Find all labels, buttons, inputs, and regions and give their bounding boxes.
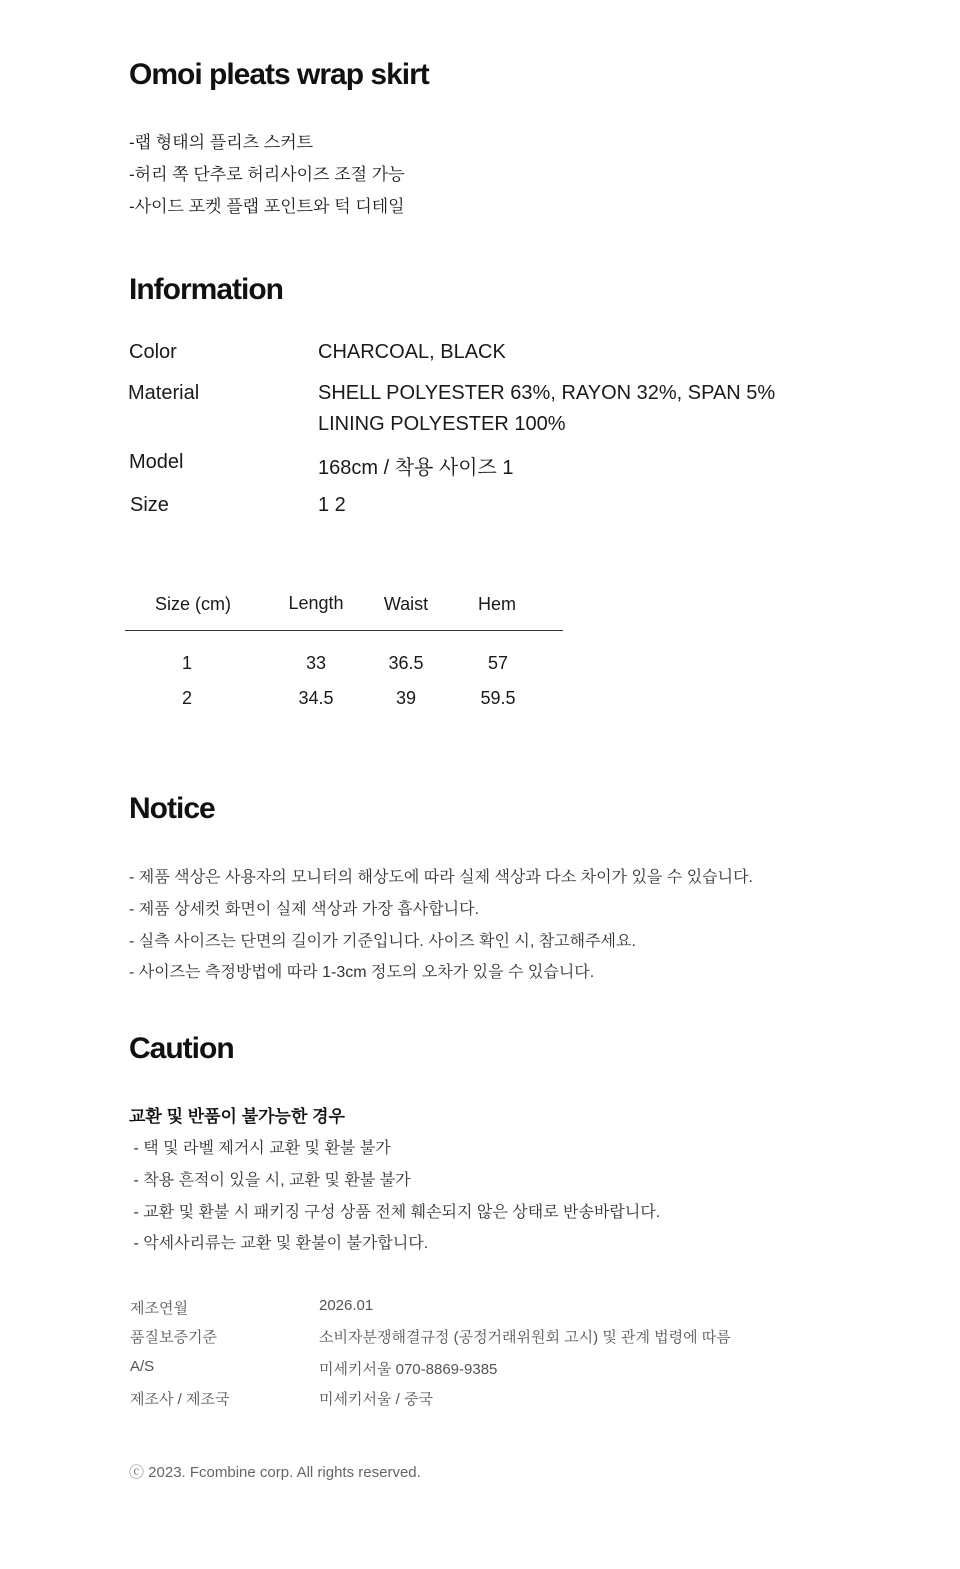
info-label-model: Model [129, 451, 184, 473]
table-cell: 34.5 [298, 688, 334, 708]
description-line: -사이드 포켓 플랩 포인트와 턱 디테일 [129, 197, 405, 216]
copyright-text: ⓒ 2023. Fcombine corp. All rights reserved. [129, 1464, 421, 1481]
meta-label-as: A/S [130, 1358, 155, 1375]
notice-heading: Notice [129, 792, 215, 825]
table-cell: 39 [395, 688, 417, 708]
size-table-header-waist: Waist [383, 594, 429, 614]
table-cell: 33 [305, 653, 327, 673]
size-table-header-size: Size (cm) [155, 594, 231, 614]
meta-value-quality-standard: 소비자분쟁해결규정 (공정거래위원회 고시) 및 관계 법령에 따름 [319, 1329, 731, 1346]
notice-item: - 제품 상세컷 화면이 실제 색상과 가장 흡사합니다. [129, 901, 480, 918]
info-value-size: 1 2 [318, 494, 346, 516]
meta-value-manufacturer: 미세키서울 / 중국 [319, 1391, 433, 1408]
table-cell: 1 [181, 653, 192, 673]
meta-label-quality-standard: 품질보증기준 [130, 1329, 217, 1346]
size-table-header-hem: Hem [477, 594, 516, 614]
description-line: -랩 형태의 플리츠 스커트 [129, 133, 314, 152]
caution-item: - 착용 흔적이 있을 시, 교환 및 환불 불가 [129, 1172, 411, 1189]
caution-subtitle: 교환 및 반품이 불가능한 경우 [129, 1107, 345, 1126]
meta-label-manufacturer: 제조사 / 제조국 [130, 1391, 230, 1408]
meta-value-as: 미세키서울 070-8869-9385 [319, 1361, 498, 1378]
description-line: -허리 쪽 단추로 허리사이즈 조절 가능 [129, 165, 405, 184]
meta-label-manufacture-date: 제조연월 [130, 1300, 188, 1317]
info-label-material: Material [128, 382, 200, 404]
information-heading: Information [129, 273, 283, 306]
info-value-model: 168cm / 착용 사이즈 1 [318, 457, 514, 479]
caution-item: - 택 및 라벨 제거시 교환 및 환불 불가 [129, 1140, 391, 1157]
product-title: Omoi pleats wrap skirt [129, 58, 429, 91]
notice-item: - 제품 색상은 사용자의 모니터의 해상도에 따라 실제 색상과 다소 차이가 있을 수 있습니다. [129, 869, 753, 886]
caution-item: - 교환 및 환불 시 패키징 구성 상품 전체 훼손되지 않은 상태로 반송바랍니다. [129, 1204, 661, 1221]
info-value-material-lining: LINING POLYESTER 100% [318, 413, 566, 435]
size-table-divider [125, 630, 563, 631]
table-cell: 36.5 [388, 653, 424, 673]
meta-value-manufacture-date: 2026.01 [319, 1297, 374, 1314]
notice-item: - 사이즈는 측정방법에 따라 1-3cm 정도의 오차가 있을 수 있습니다. [129, 964, 595, 981]
table-cell: 2 [181, 688, 192, 708]
table-cell: 57 [487, 653, 509, 673]
table-cell: 59.5 [480, 688, 516, 708]
size-table-header-length: Length [288, 593, 344, 613]
info-label-size: Size [130, 494, 169, 516]
caution-heading: Caution [129, 1032, 234, 1065]
info-label-color: Color [129, 341, 177, 363]
info-value-color: CHARCOAL, BLACK [318, 341, 506, 363]
notice-item: - 실측 사이즈는 단면의 길이가 기준입니다. 사이즈 확인 시, 참고해주세요. [129, 933, 636, 950]
info-value-material-shell: SHELL POLYESTER 63%, RAYON 32%, SPAN 5% [318, 382, 776, 404]
caution-item: - 악세사리류는 교환 및 환불이 불가합니다. [129, 1235, 429, 1252]
